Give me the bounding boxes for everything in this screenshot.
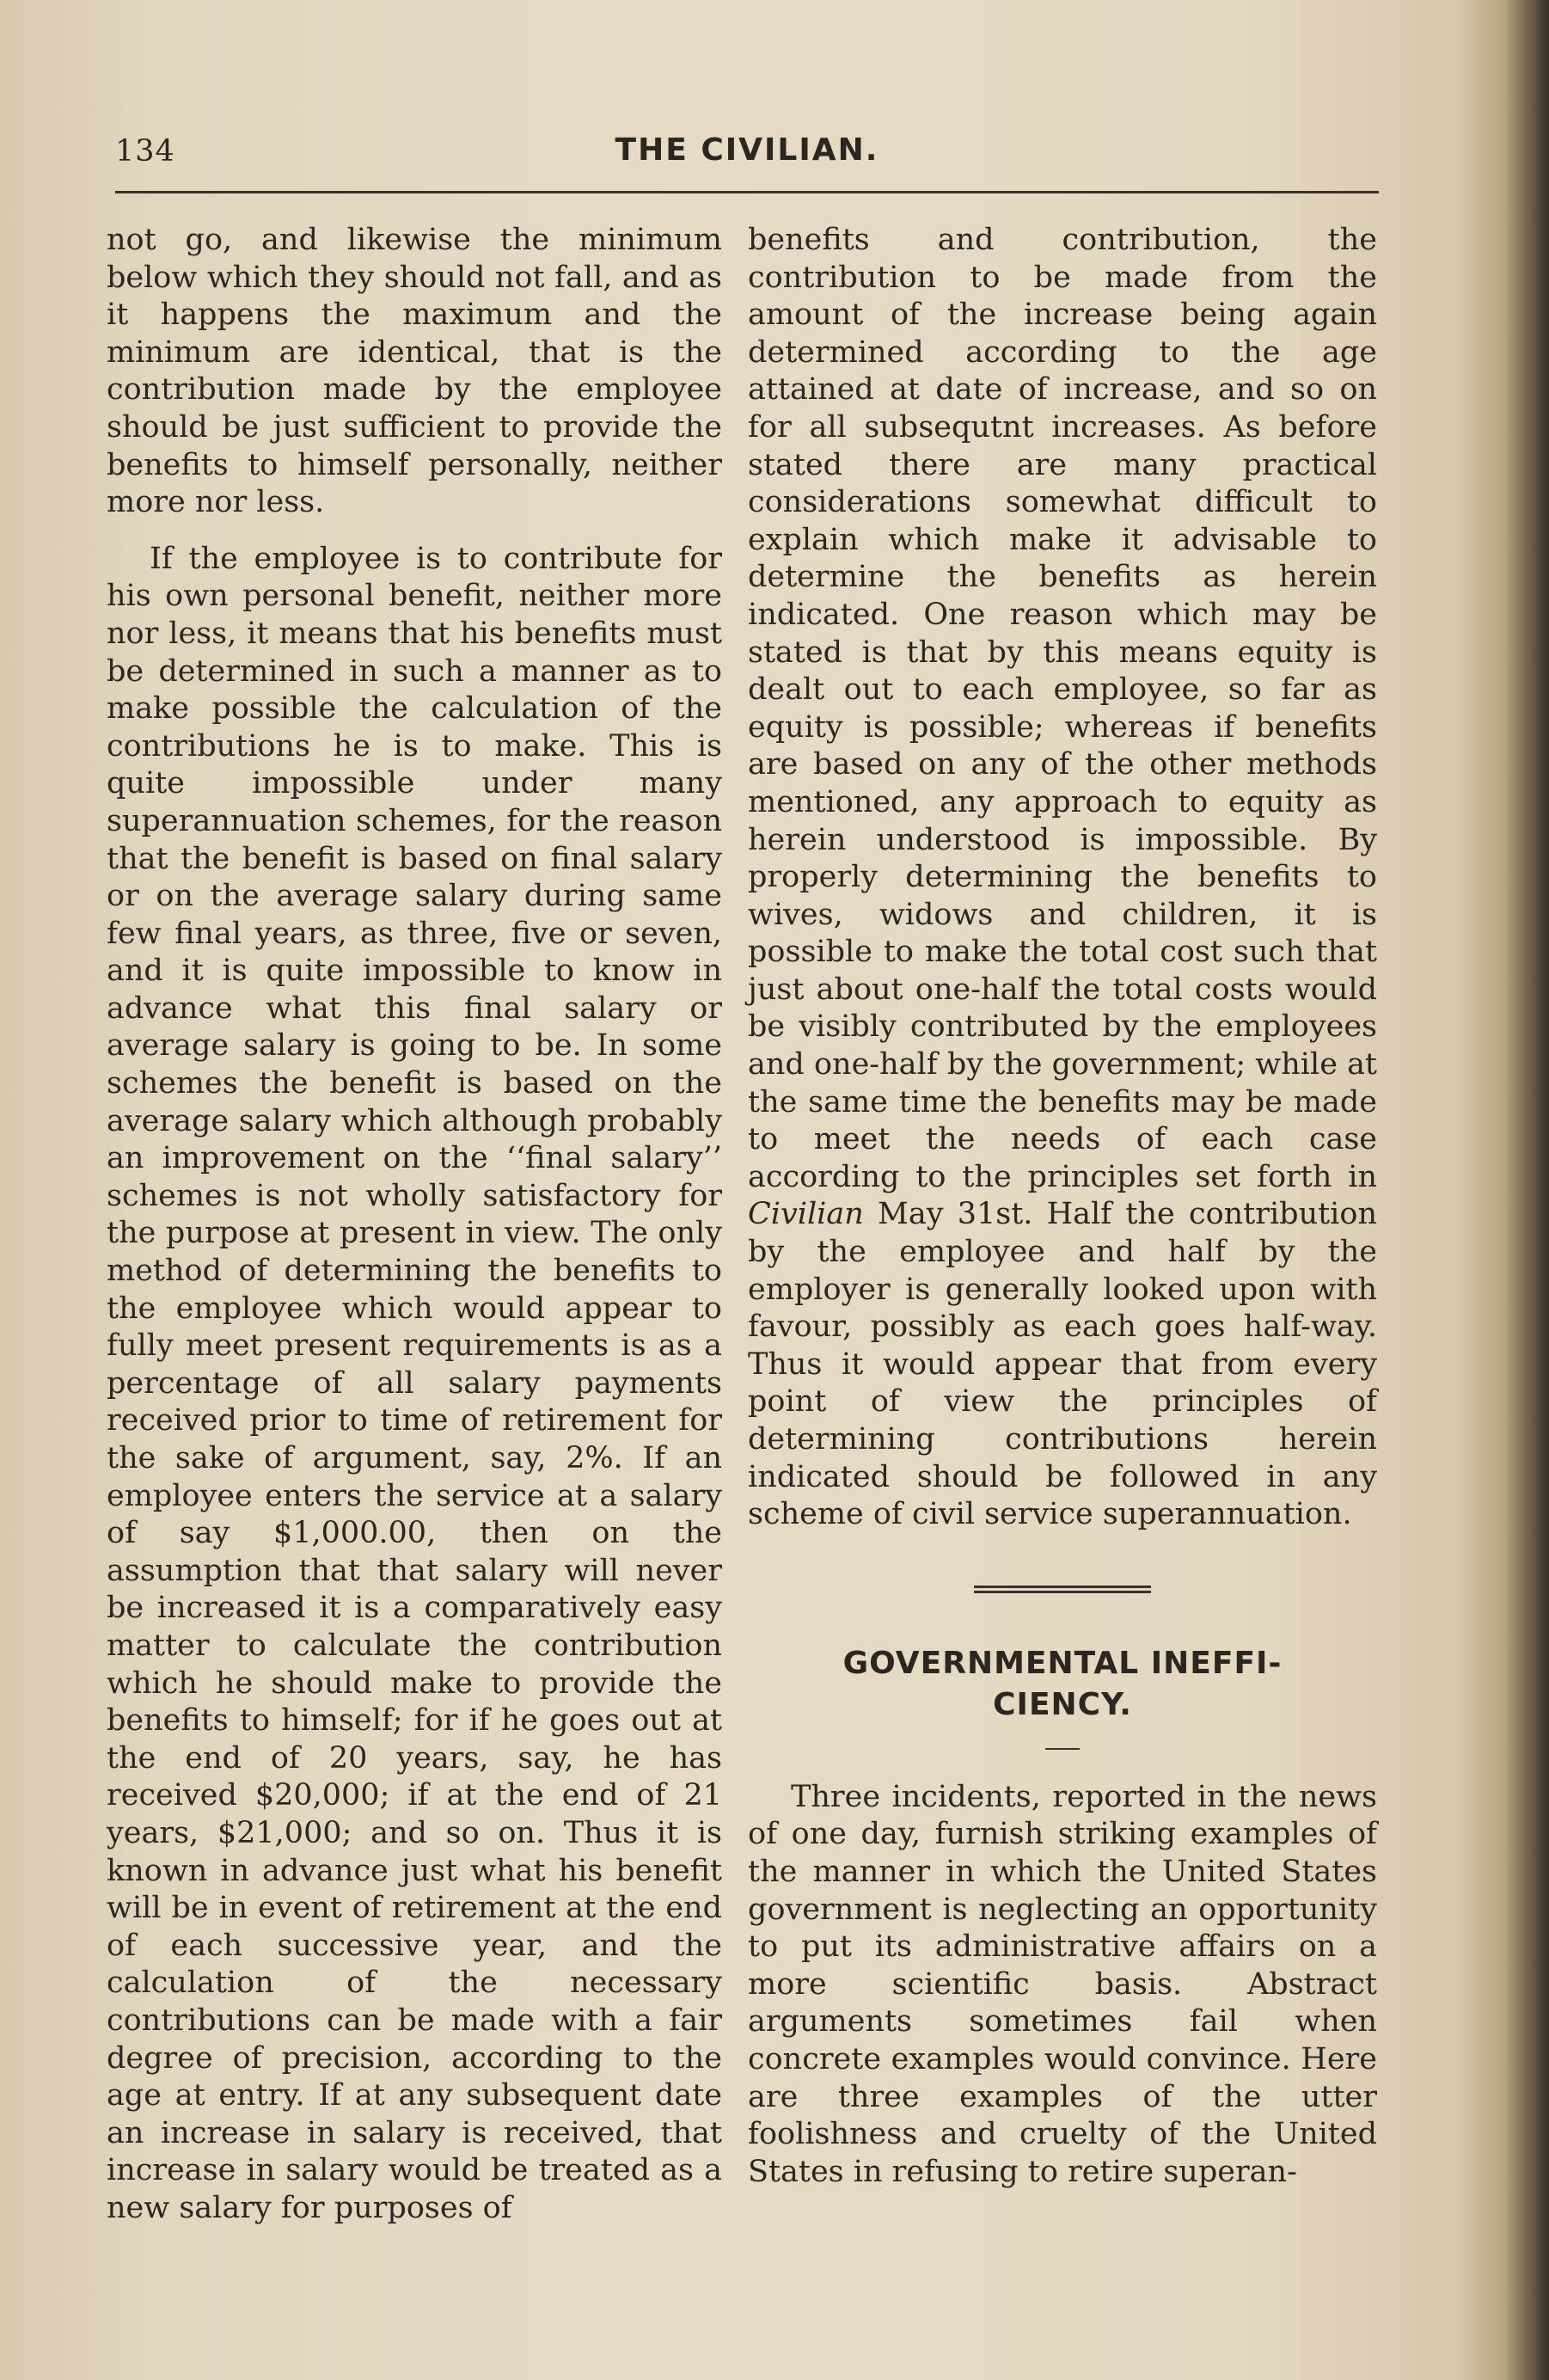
paragraph-continued <box>748 222 1377 1534</box>
heading-rule <box>1045 1748 1080 1750</box>
paragraph-text: May 31st. Half the contribution by the employee and half by the employer is generally looked upon with favour, possibly as each goes half-way. Thus it would appear that from every point of view the principles of determining contributions herein indicated should be followed in any scheme of civil service superannuation. <box>748 1197 1377 1532</box>
page-number: 134 <box>115 134 175 169</box>
paragraph-text: benefits and contribution, the contribution to be made from the amount of the increase being again determined according to the age attained at date of increase, and so on for all subsequtnt increases. As before stated there are many practical considerations somewhat difficult to explain which make it advisable to determine the benefits as herein indicated. One reason which may be stated is that by this means equity is dealt out to each employee, so far as equity is possible; whereas if benefits are based on any of the other methods mentioned, any approach to equity as herein understood is impossible. By properly determining the benefits to wives, widows and children, it is possible to make the total cost such that just about one-half the total costs would be visibly contributed by the employees and one-half by the government; while at the same time the benefits may be made to meet the needs of each case according to the principles set forth in <box>748 223 1377 1194</box>
paragraph-continued: not go, and likewise the minimum below which they should not fall, and as it happens the maximum and the minimum are identical, that is the contribution made by the employee should be just sufficient to provide the benefits to himself personally, neither more nor less. <box>107 223 722 520</box>
left-column <box>107 222 722 2227</box>
running-title: THE CIVILIAN. <box>615 132 879 168</box>
article-heading <box>748 1643 1377 1726</box>
article-heading-line: CIENCY. <box>993 1686 1132 1722</box>
binding-shadow <box>1506 0 1549 2380</box>
italic-reference: Civilian <box>748 1197 864 1232</box>
article-heading-line: GOVERNMENTAL INEFFI- <box>842 1645 1283 1681</box>
right-column <box>748 222 1377 2191</box>
header-rule <box>115 191 1379 193</box>
article-paragraph: Three incidents, reported in the news of one day, furnish striking examples of the manner in which the United States government is neglecting an opportunity to put its administrative affairs on a more scientific basis. Abstract arguments sometimes fail when concrete examples would convince. Here are three examples of the utter foolishness and cruelty of the United States in refusing to retire superan- <box>748 1779 1377 2189</box>
paragraph: If the employee is to contribute for his own personal benefit, neither more nor less, it means that his benefits must be determined in such a manner as to make possible the calculation of the contributions he is to make. This is quite impossible under many superannuation schemes, for the reason that the benefit is based on final salary or on the average salary during same few final years, as three, five or seven, and it is quite impossible to know in advance what this final salary or average salary is going to be. In some schemes the benefit is based on the average salary which although probably an improvement on the ‘‘final salary’’ schemes is not wholly satisfactory for the purpose at present in view. The only method of determining the benefits to the employee which would appear to fully meet present requirements is as a percentage of all salary payments received prior to time of retirement for the sake of argument, say, 2%. If an employee enters the service at a salary of say $1,000.00, then on the assumption that that salary will never be increased it is a comparatively easy matter to calculate the contribution which he should make to provide the benefits to himself; for if he goes out at the end of 20 years, say, he has received $20,000; if at the end of 21 years, $21,000; and so on. Thus it is known in advance just what his benefit will be in event of retirement at the end of each successive year, and the calculation of the necessary contributions can be made with a fair degree of precision, according to the age at entry. If at any subsequent date an increase in salary is received, that increase in salary would be treated as a new salary for purposes of <box>107 541 722 2225</box>
section-divider <box>974 1586 1151 1593</box>
paragraph-gap <box>107 522 722 541</box>
page-header <box>115 127 1379 179</box>
